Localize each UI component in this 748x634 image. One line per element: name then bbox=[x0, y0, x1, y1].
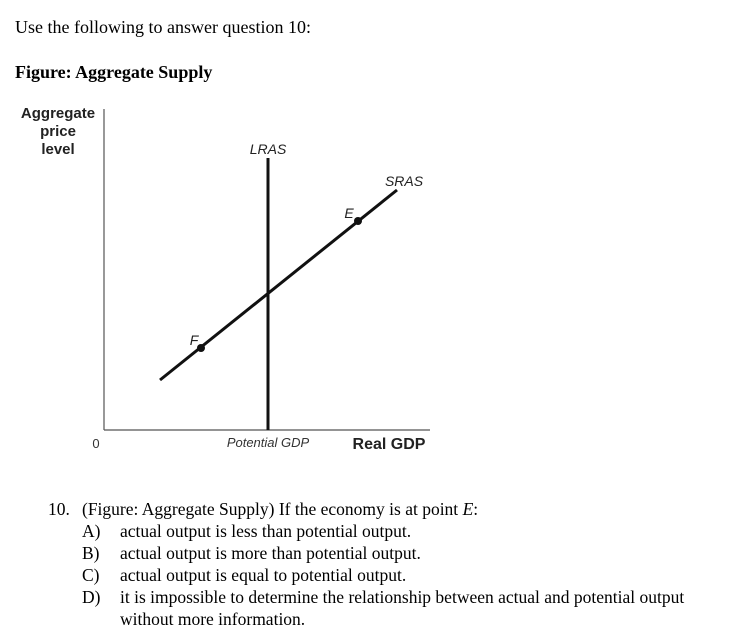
option-b[interactable] bbox=[48, 542, 740, 564]
option-a-text: actual output is less than potential output. bbox=[120, 521, 412, 541]
question-stem bbox=[48, 498, 740, 520]
option-a[interactable] bbox=[48, 520, 740, 542]
point-f-label: F bbox=[189, 332, 199, 348]
x-tick-potential-gdp: Potential GDP bbox=[226, 435, 310, 450]
option-b-letter: B) bbox=[82, 543, 100, 563]
question-block bbox=[48, 498, 740, 630]
point-e-marker bbox=[354, 217, 362, 225]
intro-text: Use the following to answer question 10: bbox=[15, 17, 311, 37]
option-c-letter: C) bbox=[82, 565, 100, 585]
option-c[interactable] bbox=[48, 564, 740, 586]
lras-label: LRAS bbox=[249, 141, 287, 157]
option-d-letter: D) bbox=[82, 587, 101, 607]
y-axis-label-line1: Aggregate bbox=[20, 105, 96, 122]
x-axis-label: Real GDP bbox=[352, 436, 426, 453]
question-stem-prefix: (Figure: Aggregate Supply) If the economy is at point bbox=[82, 499, 463, 519]
sras-label: SRAS bbox=[384, 173, 424, 189]
question-number: 10. bbox=[48, 499, 70, 519]
option-c-text: actual output is equal to potential output. bbox=[120, 565, 407, 585]
sras-line bbox=[160, 190, 397, 380]
y-axis-label-line3: level bbox=[41, 141, 75, 158]
point-e-label: E bbox=[344, 205, 354, 221]
aggregate-supply-chart bbox=[0, 95, 460, 465]
option-d-text: it is impossible to determine the relationship between actual and potential output without more information. bbox=[120, 587, 685, 629]
figure-title: Figure: Aggregate Supply bbox=[15, 62, 213, 82]
question-stem-suffix: : bbox=[473, 499, 479, 519]
question-text bbox=[82, 498, 478, 520]
option-d[interactable] bbox=[48, 586, 740, 630]
option-a-letter: A) bbox=[82, 521, 101, 541]
question-stem-point: E bbox=[462, 499, 474, 519]
option-b-text: actual output is more than potential output. bbox=[120, 543, 421, 563]
origin-label: 0 bbox=[92, 436, 100, 451]
y-axis-label-line2: price bbox=[40, 123, 76, 140]
